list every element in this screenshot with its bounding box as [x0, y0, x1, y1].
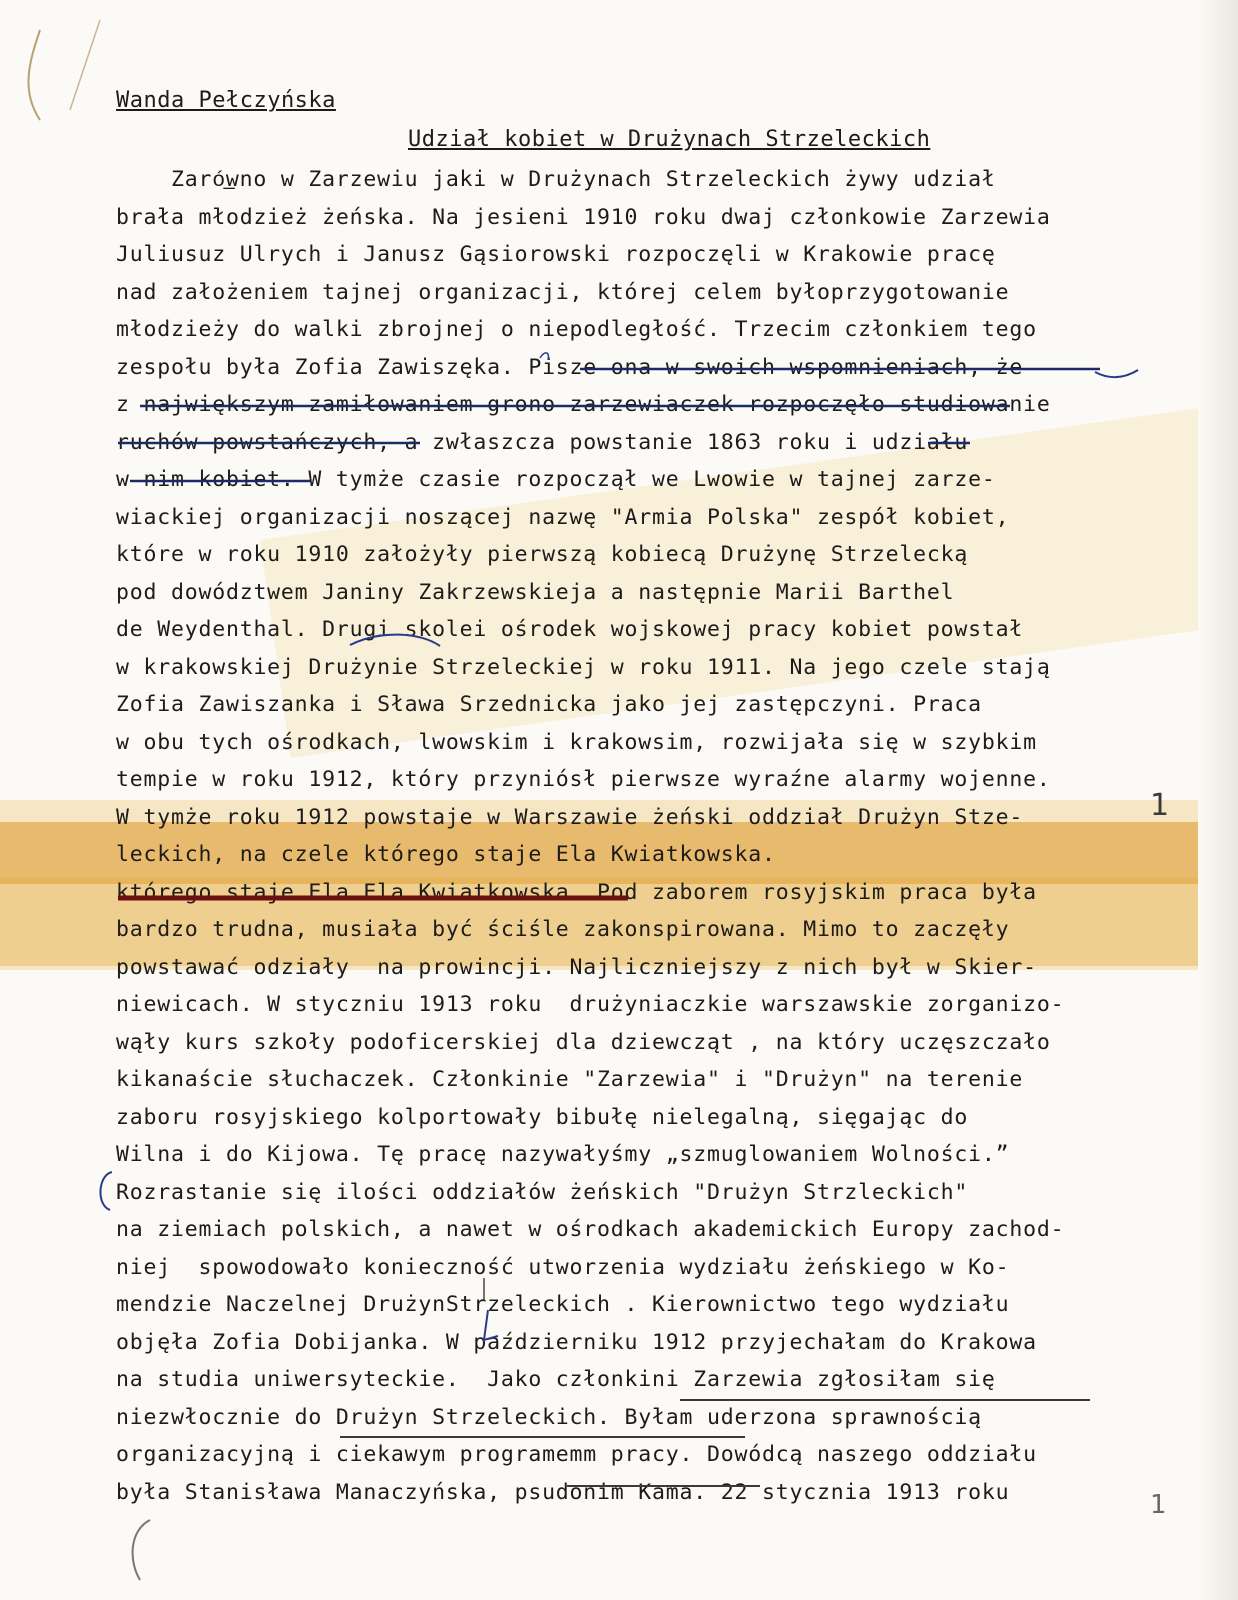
text-line: Zofia Zawiszanka i Sława Srzednicka jako jej zastępczyni. Praca — [116, 692, 982, 717]
margin-number-mark: 1 — [1150, 788, 1170, 823]
text-line: niewicach. W styczniu 1913 roku drużyniaczkie warszawskie zorganizo- — [116, 992, 1065, 1017]
text-line: mendzie Naczelnej DrużynStrzeleckich . Kierownictwo tego wydziału — [116, 1292, 1010, 1317]
text-line: powstawać odziały na prowincji. Najliczniejszy z nich był w Skier- — [116, 954, 1037, 980]
text-line: niezwłocznie do Drużyn Strzeleckich. Byłam uderzona sprawnością — [116, 1404, 982, 1430]
text-line: młodzieży do walki zbrojnej o niepodległość. Trzecim członkiem tego — [116, 317, 1037, 342]
text-line: którego staje Ela Ela Kwiatkowska. Pod zaborem rosyjskim praca była — [116, 879, 1037, 905]
text-line: niej spowodowało konieczność utworzenia wydziału żeńskiego w Ko- — [116, 1254, 1010, 1280]
text-line: brała młodzież żeńska. Na jesieni 1910 roku dwaj członkowie Zarzewia — [116, 204, 1051, 230]
text-line: które w roku 1910 założyły pierwszą kobiecą Drużynę Strzelecką — [116, 542, 969, 567]
text-line: de Weydenthal. Drugi skolei ośrodek wojskowej pracy kobiet powstał — [116, 617, 1024, 642]
text-line: w krakowskiej Drużynie Strzeleckiej w roku 1911. Na jego czele stają — [116, 654, 1051, 680]
text-line: nad założeniem tajnej organizacji, której celem byłoprzygotowanie — [116, 279, 1010, 305]
text-line: ruchów powstańczych, a zwłaszcza powstanie 1863 roku i udziału — [116, 429, 969, 455]
document-title: Udział kobiet w Drużynach Strzeleckich — [408, 127, 931, 152]
text-line: z największym zamiłowaniem grono zarzewiaczek rozpoczęło studiowanie — [116, 392, 1051, 417]
text-line: wąły kurs szkoły podoficerskiej dla dziewcząt , na który uczęszczało — [116, 1029, 1051, 1055]
text-line: Juliusuz Ulrych i Janusz Gąsiorowski rozpoczęli w Krakowie pracę — [116, 242, 996, 267]
text-line: wiackiej organizacji noszącej nazwę "Armia Polska" zespół kobiet, — [116, 504, 1010, 530]
text-line: zespołu była Zofia Zawiszęka. Pisze ona w swoich wspomnieniach, że — [116, 354, 1024, 380]
text-line: na ziemiach polskich, a nawet w ośrodkach akademickich Europy zachod- — [116, 1217, 1065, 1242]
text-line: Wilna i do Kijowa. Tę pracę nazywałyśmy „szmuglowaniem Wolności.” — [116, 1142, 1010, 1167]
text-line: w obu tych ośrodkach, lwowskim i krakowsim, rozwijała się w szybkim — [116, 729, 1037, 755]
text-line: kikanaście słuchaczek. Członkinie "Zarzewia" i "Drużyn" na terenie — [116, 1067, 1024, 1092]
text-line: na studia uniwersyteckie. Jako członkini Zarzewia zgłosiłam się — [116, 1367, 996, 1392]
text-line: w nim kobiet. W tymże czasie rozpoczął we Lwowie w tajnej zarze- — [116, 467, 996, 492]
text-line: organizacyjną i ciekawym programemm pracy. Dowódcą naszego oddziału — [116, 1442, 1037, 1467]
text-line: tempie w roku 1912, który przyniósł pierwsze wyraźne alarmy wojenne. — [116, 767, 1051, 792]
margin-number-mark-bottom: 1 — [1150, 1490, 1167, 1520]
text-line: leckich, na czele którego staje Ela Kwiatkowska. — [116, 842, 776, 867]
author-name: Wanda Pełczyńska — [116, 88, 336, 113]
text-line: Zaró͟wno w Zarzewiu jaki w Drużynach Strzeleckich żywy udział — [116, 167, 996, 192]
text-line: bardzo trudna, musiała być ściśle zakonspirowana. Mimo to zaczęły — [116, 917, 1010, 942]
text-line: W tymże roku 1912 powstaje w Warszawie żeński oddział Drużyn Stze- — [116, 804, 1024, 830]
text-line: objęła Zofia Dobijanka. W październiku 1912 przyjechałam do Krakowa — [116, 1329, 1037, 1355]
text-line: pod dowództwem Janiny Zakrzewskieja a następnie Marii Barthel — [116, 579, 955, 605]
text-line: Rozrastanie się ilości oddziałów żeńskich "Drużyn Strzleckich" — [116, 1179, 969, 1205]
text-line: zaboru rosyjskiego kolportowały bibułę nielegalną, sięgając do — [116, 1104, 969, 1130]
text-line: była Stanisława Manaczyńska, psudonim Kama. 22 stycznia 1913 roku — [116, 1479, 1010, 1505]
